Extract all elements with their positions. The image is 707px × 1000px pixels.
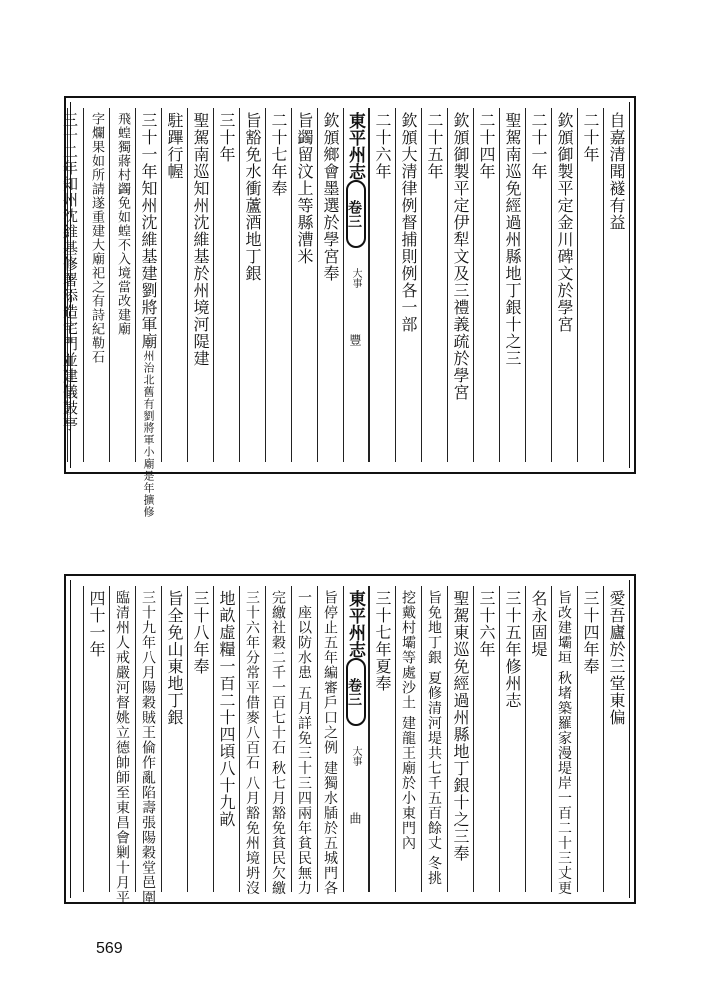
column: 駐蹕行幄 [161, 108, 187, 462]
column: 字爛果如所請遂重建大廟祀之有詩紀勒石 [83, 108, 109, 462]
column: 欽頒大清律例督捕則例各一部 [395, 108, 421, 462]
book-title: 東平州志 [345, 590, 365, 658]
top-block-inner [61, 102, 630, 518]
volume-label: 卷三 [346, 180, 366, 248]
top-text-block [61, 96, 636, 518]
column: 三十二年知州沈維基修署添造宅門並建儀鼓亭 [67, 108, 83, 462]
column: 自嘉清聞襚有益 [603, 108, 629, 462]
column: 臨清州人戒嚴河督姚立德帥師至東昌會剿十月平 [109, 586, 135, 892]
page-number: 569 [96, 940, 123, 957]
center-banner [343, 586, 369, 892]
column: 三十八年奉 [187, 586, 213, 892]
column: 欽頒鄉會墨選於學宮奉 [317, 108, 343, 462]
column: 一座以防水患 五月詳免三十三四兩年貧民無力 [291, 586, 317, 892]
bottom-text-block [64, 574, 636, 904]
column: 旨停止五年編審戶口之例 建獨水牐於五城門各 [317, 586, 343, 892]
column: 欽頒御製平定金川碑文於學宮 [551, 108, 577, 462]
column: 聖駕南巡知州沈維基於州境河隄建 [187, 108, 213, 462]
column-with-note [135, 108, 161, 518]
column-main-text: 三十一年知州沈維基建劉將軍廟 [139, 112, 158, 350]
volume-label: 卷三 [346, 658, 366, 726]
column: 名永固堤 [525, 586, 551, 892]
column: 聖駕南巡免經過州縣地丁銀十之三 [499, 108, 525, 462]
column: 旨全免山東地丁銀 [161, 586, 187, 892]
column: 四十一年 [83, 586, 109, 892]
bottom-block-inner [70, 580, 630, 905]
column: 旨蠲留汶上等縣漕米 [291, 108, 317, 462]
column: 旨免地丁銀 夏修清河堤共七千五百餘丈 冬挑 [421, 586, 447, 892]
column: 三十五年修州志 [499, 586, 525, 892]
column: 完繳社穀二千一百七十石 秋七月豁免貧民欠繳 [265, 586, 291, 892]
column: 三十四年奉 [577, 586, 603, 892]
column: 地畝虛糧一百二十四頃八十九畝 [213, 586, 239, 892]
folio-label: 曲 [348, 812, 362, 824]
column: 二十四年 [473, 108, 499, 462]
column: 三十七年夏奉 [369, 586, 395, 892]
column: 二十七年奉 [265, 108, 291, 462]
column: 聖駕東巡免經過州縣地丁銀十之三奉 [447, 586, 473, 892]
section-label: 大事 [350, 268, 361, 288]
column: 欽頒御製平定伊犁文及三禮義疏於學宮 [447, 108, 473, 462]
section-label: 大事 [350, 746, 361, 766]
column: 三十年 [213, 108, 239, 462]
column: 旨豁免水衝蘆酒地丁銀 [239, 108, 265, 462]
interlinear-note: 州治北舊有劉將軍小廟是年擴修 [142, 350, 155, 518]
column: 三十九年八月陽穀賊王倫作亂陷壽張陽穀堂邑圍 [135, 586, 161, 892]
column: 二十一年 [525, 108, 551, 462]
column: 三十六年 [473, 586, 499, 892]
column: 飛蝗獨蔣村蠲免如蝗不入境當改建廟 [109, 108, 135, 462]
column: 愛吾廬於三堂東偏 [603, 586, 629, 892]
column: 二十年 [577, 108, 603, 462]
column: 旨改建壩垣 秋堵築羅家漫堤岸一百二十三丈更 [551, 586, 577, 892]
column: 二十六年 [369, 108, 395, 462]
column: 三十六年分常平借麥八百石 八月豁免州境坍沒 [239, 586, 265, 892]
book-title: 東平州志 [345, 112, 365, 180]
column: 二十五年 [421, 108, 447, 462]
column: 挖戴村壩等處沙土 建龍王廟於小東門內 [395, 586, 421, 892]
folio-label: 豐 [348, 334, 362, 346]
center-banner [343, 108, 369, 462]
